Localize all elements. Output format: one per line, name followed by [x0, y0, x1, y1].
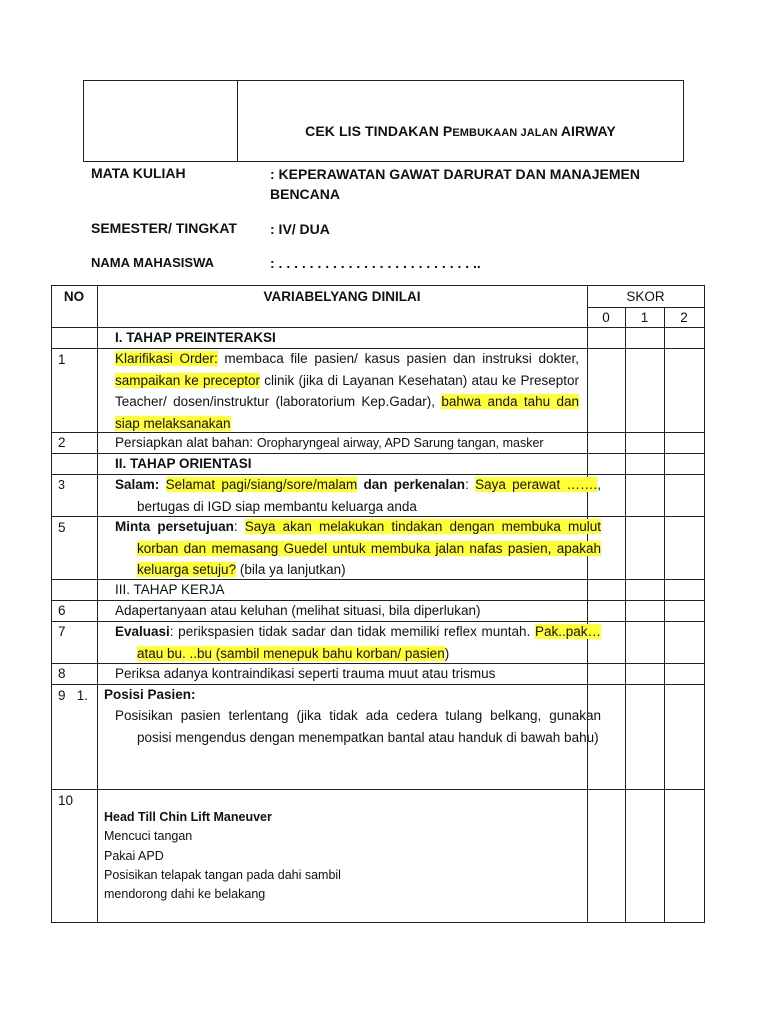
row-number: 1 [58, 352, 66, 367]
row-9-title: Posisi Pasien: [104, 687, 196, 702]
text: , bertugas di IGD siap membantu keluarga anda [137, 477, 601, 514]
col-no-header: NO [63, 289, 85, 304]
row-number: 3 [58, 478, 65, 492]
highlight-text: bahwa anda tahu dan siap melaksanakan [115, 394, 579, 431]
col-variable-header: VARIABELYANG DINILAI [263, 289, 421, 304]
row-9-text: Posisikan pasien terlentang (jika tidak ada cedera tulang belkang, gunakan posisi mengendus dengan menempatkan bantal atau handuk di bawah bahu) [115, 708, 601, 745]
highlight-text: Klarifikasi Order: [115, 351, 218, 366]
nama-label: NAMA MAHASISWA [91, 255, 215, 270]
row-6-text: Adapertanyaan atau keluhan (melihat situasi, bila diperlukan) [115, 603, 481, 618]
title-part: CEK LIS TINDAKAN P [305, 123, 453, 139]
title-part: AIRWAY [560, 123, 616, 139]
title-part-smallcaps: EMBUKAAN JALAN [452, 127, 561, 139]
header-box [83, 80, 684, 162]
skor-2-header: 2 [680, 310, 688, 325]
text: Persiapkan alat bahan: [115, 435, 257, 450]
highlight-text: Saya akan melakukan tindakan dengan membuka mulut korban dan memasang Guedel untuk membuka jalan nafas pasien, apakah keluarga setuju? [137, 519, 601, 577]
row-number: 7 [58, 624, 66, 639]
row-10-step: mendorong dahi ke belakang [104, 887, 266, 901]
bold-text: Evaluasi [115, 624, 170, 639]
text: (bila ya lanjutkan) [236, 562, 346, 577]
row-1-text [115, 348, 579, 434]
bold-text: dan perkenalan [357, 477, 466, 492]
checklist-table [51, 285, 705, 923]
section-orientasi: II. TAHAP ORIENTASI [115, 456, 252, 471]
row-number: 6 [58, 603, 66, 618]
row-10-step: Mencuci tangan [104, 829, 193, 843]
text: : perikspasien tidak sadar dan tidak memiliki reflex muntah. [169, 624, 535, 639]
skor-0-header: 0 [602, 310, 610, 325]
text: ) [444, 645, 450, 661]
text: : [465, 477, 476, 492]
text: : [233, 519, 245, 534]
row-7-text [115, 621, 601, 664]
row-number: 2 [58, 435, 66, 450]
skor-1-header: 1 [640, 310, 649, 325]
nama-value: : . . . . . . . . . . . . . . . . . . . . . . . . . .. [270, 255, 481, 271]
semester-label: SEMESTER/ TINGKAT [91, 220, 237, 236]
highlight-text: Selamat pagi/siang/sore/malam [165, 477, 358, 492]
row-number: 8 [58, 666, 66, 681]
row-number: 9 1. [58, 688, 89, 703]
text: membaca file pasien/ kasus pasien dan instruksi dokter, [217, 351, 579, 366]
row-10-step: Pakai APD [104, 849, 164, 863]
col-skor-header: SKOR [626, 289, 665, 304]
row-10-title: Head Till Chin Lift Maneuver [104, 810, 272, 824]
row-number: 5 [58, 520, 66, 535]
row-2-text [115, 432, 585, 455]
text: clinik (jika di Layanan Kesehatan) atau ke Preseptor Teacher/ dosen/instruktur (laboratorium Kep.Gadar), [115, 372, 579, 409]
semester-value: : IV/ DUA [270, 221, 330, 237]
row-5-text [115, 516, 601, 581]
section-preinteraksi: I. TAHAP PREINTERAKSI [115, 330, 276, 345]
header-divider [237, 81, 238, 161]
row-number: 10 [58, 793, 74, 808]
row-3-text [115, 474, 601, 517]
bold-text: Minta persetujuan [115, 519, 234, 534]
highlight-text: Pak..pak…atau bu. ..bu (sambil menepuk bahu korban/ pasien [137, 624, 601, 661]
mata-kuliah-label: MATA KULIAH [91, 165, 186, 181]
bold-text: Salam: [115, 477, 160, 492]
highlight-text: Saya perawat ……. [475, 477, 598, 492]
row-8-text: Periksa adanya kontraindikasi seperti trauma muut atau trismus [115, 666, 496, 681]
text [159, 477, 165, 492]
document-title [238, 123, 683, 139]
section-kerja: III. TAHAP KERJA [115, 582, 225, 597]
row-10-step: Posisikan telapak tangan pada dahi sambil [104, 868, 341, 882]
highlight-text: sampaikan ke preceptor [115, 372, 261, 388]
text: Oropharyngeal airway, APD Sarung tangan, masker [256, 436, 544, 450]
mata-kuliah-value: : KEPERAWATAN GAWAT DARURAT DAN MANAJEMEN BENCANA [270, 166, 640, 202]
